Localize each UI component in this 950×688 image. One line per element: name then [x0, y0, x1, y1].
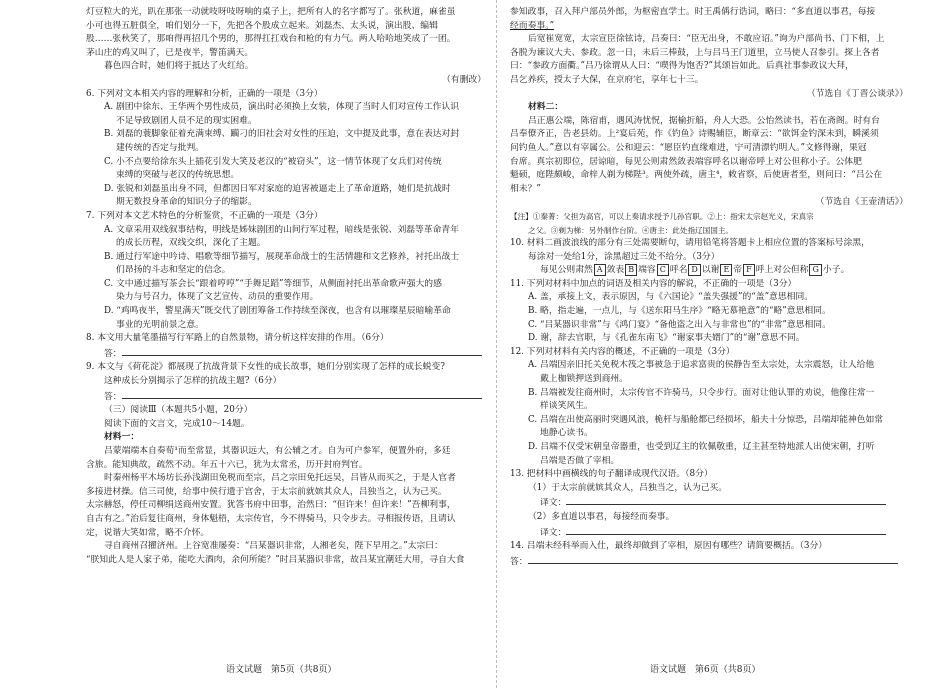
right-page: [510, 0, 908, 688]
material-1-line: 寻自商州召擢济州。上谷宽准屡奏：“吕某器识非常，人湘老矣，陛下早用之。”太宗曰：: [104, 541, 443, 552]
material-1-cont: 经而奏事。”: [510, 20, 555, 31]
page-footer-6: 语文试题 第6页（共8页）: [650, 665, 761, 676]
q6-option-a: A. 剧团中徐东、王华两个男性成员，演出时必须换上女装，体现了当时人们对宣传工作认识: [104, 102, 460, 113]
q11-option-b: B. 略，指走遍，一点儿，与《送东阳马生序》“略无慕艳意”的“略”意思相同。: [528, 306, 831, 317]
material-1-line: 自古有之。”治后复往商州，身体魁梧，太宗传官，今不得骑马，只令步去。寻相报传语，且请认: [86, 513, 456, 524]
q10-box-a[interactable]: A: [594, 264, 606, 276]
q10-box-c[interactable]: C: [657, 264, 669, 276]
q8-answer-line[interactable]: 答：: [86, 346, 486, 362]
material-1-source: （节选自《丁晋公谈录》）: [806, 88, 908, 99]
q12-option-a-cont: 戴上枷锁押送到商州。: [540, 374, 628, 385]
q7-option-c: C. 文中通过描写茶会长“跟着哼哼”“手舞足蹈”等细节，从侧面衬托出革命歌声强大的感: [104, 278, 442, 289]
passage-line: 茅山庄的鸡又叫了，已是夜半，警笛满天。: [86, 47, 254, 58]
material-2-line: 魁硕，庭陛颇峻，命梓人剃为梯陛³。两使外疏，唐主⁴，敕省察，后使唐者至，则问曰：“吕公在: [510, 170, 883, 181]
q10-sentence: 每见公则肃然 A 敛表 B 端容 C 呼名 D 以谢 E 帝 F 呼上对公但称 G 小子。: [540, 265, 850, 276]
material-2-label: 材料二：: [528, 102, 564, 113]
section-3-title: （三）阅读Ⅲ（本题共5小题，20分）: [104, 405, 253, 416]
q10-box-g[interactable]: G: [809, 264, 821, 276]
q13-translation-1[interactable]: 译文：: [510, 495, 908, 511]
question-12-stem: 12. 下列对材料有关内容的概述，不正确的一项是（3分）: [510, 346, 735, 357]
material-1-label: 材料一：: [104, 432, 140, 443]
q10-box-d[interactable]: D: [688, 264, 700, 276]
q10-box-f[interactable]: F: [743, 264, 755, 276]
q11-option-a: A. 盖，承接上文，表示原因，与《六国论》“盖失强援”的“盖”意思相同。: [528, 292, 814, 303]
material-1-line: 定，说谐大笑如常，略不介怀。: [86, 527, 210, 538]
q9-answer-line[interactable]: 答：: [86, 389, 486, 405]
material-1-line: 含旅。能知典故，疏然不动。年五十六已，犹为太常丞，历开封府判官。: [86, 459, 368, 470]
q7-option-b: B. 通过行军途中吟诗、唱歌等细节描写，展现革命战士的生活情趣和文艺修养，衬托出战士: [104, 251, 460, 262]
q12-option-c: C. 吕端在出使高丽时突遇风浪，桅杆与船舱都已经损坏，船夫十分惊恐，吕端却能神色如常: [528, 414, 884, 425]
material-2-source: （节选自《王壶清话》）: [815, 197, 908, 208]
question-13-stem: 13. 把材料中画横线的句子翻译成现代汉语。（8分）: [510, 469, 713, 480]
q13-translation-2[interactable]: 译文：: [510, 525, 908, 541]
question-10-stem-cont: 每涂对一处给1分，涂黑超过三处不给分。（3分）: [528, 251, 720, 262]
annotation-note: 【注】①秦菁：父担为高官，可以上奏请求授予儿孙官职。②上：指宋太宗赵光义，宋真宗: [510, 211, 814, 221]
section-3-instruction: 阅读下面的文言文，完成10～14题。: [104, 418, 250, 429]
q6-option-d: D. 张锐和刘磊虽出身不同，但都因日军对家庭的迫害被逼走上了革命道路，她们是抗战时: [104, 183, 451, 194]
question-9-stem-cont: 这种成长分别揭示了怎样的抗战主题?（6分）: [104, 376, 282, 387]
q7-option-a: A. 文章采用双线叙事结构，明线是姊妹剧团的山间行军过程，暗线是张锐、刘磊等革命青年: [104, 224, 460, 235]
question-10-stem: 10. 材料二画波浪线的部分有三处需要断句，请用铅笔将答题卡上相应位置的答案标号涂黑，: [510, 238, 870, 249]
material-1-line: 太宗赫怒，停任司柳绢送商州安置。犹答书府中田事，治然曰：“但许来！但许来！”吾柳利事，: [86, 500, 456, 511]
q14-answer-line[interactable]: 答：: [510, 554, 908, 570]
material-2-line: 相未？”: [510, 183, 541, 194]
q12-option-b-cont: 样谈笑风生。: [540, 401, 593, 412]
q7-option-a-cont: 的成长历程，双线交织，深化了主题。: [116, 238, 266, 249]
q12-option-d: D. 吕端不仅受宋朝皇帝器重，也受到辽主的钦佩敬重，辽主甚至特地派人出使宋朝，打听: [528, 442, 875, 452]
q12-option-b: B. 吕端被发往商州时，太宗传官不许骑马，只令步行。面对让他认罪的劝说，他像往常一: [528, 387, 875, 398]
q6-option-b: B. 刘磊的蓑脚象征着充满束缚、躏刁的旧社会对女性的压迫，文中提及此事，意在表达对封: [104, 129, 460, 140]
passage-line: 股……张秋笑了，那咱得再招几个男的，那得扛扛戏台和枪的有力气。两人哈哈地笑成了一团。: [86, 34, 456, 45]
q7-option-d: D. “鸡鸣夜半，警星满天”既交代了剧团筹备工作持续至深夜，也含有以璀璨星辰暗喻革命: [104, 306, 451, 317]
annotation-note: 之父。③剃为梯：另外制作台阶。④唐主：此处指辽国国主。: [528, 225, 734, 235]
q11-option-c: C. “吕某器识非常”与《鸿门宴》“备他盗之出入与非常也”的“非常”意思相同。: [528, 319, 831, 330]
material-1-line: 吕蒙端端本自奏荀¹而至常显，其器识远大，有公辅之才。自为可户参军，便置外府，多廷: [104, 446, 451, 456]
material-1-line: “朕知此人是人家子弟，能吃大酒肉，余何所能？”时吕某器识非常，故吕某宜潮廷大用，寻自大食: [86, 554, 465, 565]
passage-line: 小可也得五脏俱全，咱们划分一下，先把各个股成立起来。刘磊杰、太头说，演出股、编辑: [86, 20, 438, 31]
q13-sentence-1: （1）于太宗前就嫔其众人，吕独当之，认为己买。: [528, 482, 728, 493]
q7-option-c-cont: 染力与号召力，体现了文艺宣传、动员的重要作用。: [116, 292, 319, 303]
question-9-stem: 9. 本文与《荷花淀》都展现了抗战背景下女性的成长故事，她们分别实现了怎样的成长蜕变?: [86, 362, 445, 373]
q6-option-a-cont: 不足导致剧团人员不足的现实困难。: [116, 115, 257, 126]
material-1-cont: 参知政事，召入拜户部员外郎，为枢密直学士。时王禹偁行诰词，略曰：“多直道以事君，每接: [510, 7, 876, 17]
q11-option-d: D. 谢，辞去官职，与《孔雀东南飞》“谢家事夫婿门”的“谢”意思不同。: [528, 333, 805, 344]
material-1-cont: 吕乞养疾，授太子大保，在京府宅，享年七十三。: [510, 74, 704, 85]
q10-box-e[interactable]: E: [720, 264, 732, 276]
question-6-stem: 6. 下列对文本相关内容的理解和分析，正确的一项是（3分）: [86, 88, 323, 99]
question-11-stem: 11. 下列对材料中加点的词语及相关内容的解说，不正确的一项是（3分）: [510, 278, 797, 289]
left-page: [86, 0, 486, 688]
material-1-line: 时秦州杨平木场坊长孙浅湖田免税而至宗，吕之宗田免托远吴，吕皆从而买之，于是人官者: [104, 473, 456, 484]
question-7-stem: 7. 下列对本文艺术特色的分析鉴赏，不正确的一项是（3分）: [86, 210, 323, 221]
source-note: （有删改）: [442, 74, 486, 85]
q12-option-c-cont: 地静心读书。: [540, 428, 593, 439]
q6-option-c-cont: 束缚的突破与老汉的传统思想。: [116, 170, 240, 181]
material-1-cont: 后宽崔宽宽，太宗宣臣徐铉诗，吕奏曰：“臣无出身，不敢应诏。”询为户部尚书、门下相，上: [528, 34, 885, 45]
material-2-line: 问钓鱼人。”意以有宰属公。公和迎云：“愿臣钓直缘难进，宁可清漂钓明人。”文修得谢，果冠: [510, 142, 867, 153]
material-1-cont: 曰：“参政方面衢。”吕乃徐谓从人曰：“喫得为饱否?”其颂旨如此。后真社事参政议大拜，: [510, 61, 854, 72]
q13-sentence-2: （2）多直道以事君，每接经而奏事。: [528, 511, 675, 522]
q12-option-a: A. 吕端因亲旧托关免税木筏之事被急于追求富贵的侯静告至太宗处，太宗震怒，让人给他: [528, 360, 875, 371]
q7-option-b-cont: 们昂扬的斗志和坚定的信念。: [116, 265, 231, 276]
question-8-stem: 8. 本文用大量笔墨描写行军路上的自然景物，请分析这样安排的作用。（6分）: [86, 333, 389, 344]
q10-box-b[interactable]: B: [625, 264, 637, 276]
material-1-line: 多接进材操。信三司使，给事中侯行遗于宫舍，于太宗前就嫔其众人，吕独当之，认为己买。: [86, 486, 447, 497]
q6-option-b-cont: 建传统的否定与批判。: [116, 142, 204, 153]
material-2-line: 吕正惠公端，陈宿甫，遇风涛忧怳，据榆折船，舟人大恐。公怡然读书，若在斋阁。时有台: [528, 115, 880, 126]
question-14-stem: 14. 吕端未经科举而入仕，最终却做到了宰相，原因有哪些？请简要概括。（3分）: [510, 541, 828, 552]
center-divider: [496, 0, 498, 688]
q6-option-d-cont: 期无数投身革命的知识分子的缩影。: [116, 197, 257, 208]
material-2-line: 吕奉僚齐正，告老县幼。上²宴后苑，作《钓鱼》诗赐辅臣，断章云：“欲饵金钓深未到，瞬溪须: [510, 129, 879, 140]
q7-option-d-cont: 事业的光明前景之意。: [116, 319, 204, 330]
q12-option-d-cont: 吕端是否做了宰相。: [540, 455, 620, 466]
page-footer-5: 语文试题 第5页（共8页）: [226, 665, 337, 676]
material-2-line: 台席。真宗初即位，居谅暗，每见公则肃然敛表端容呼名以谢帝呼上对公但称小子。公体肥: [510, 156, 862, 167]
passage-line: 灯豆粒大的光，趴在那张一动就吱呀吱呀响的桌子上，把所有人的名字都写了。张秋道，麻雀虽: [86, 7, 456, 17]
material-1-cont: 各脱为谏议大夫、参政。忽一日，未后三棒鼓，上与吕马王门道里，立马使人召参引。探上各者: [510, 47, 880, 58]
passage-line: 暮色四合时，她们将于抵达了火红给。: [104, 61, 254, 72]
q6-option-c: C. 小不点要给徐东头上插花引发大笑及老汉的“被窃头”，这一情节体现了女兵们对传统: [104, 156, 442, 167]
